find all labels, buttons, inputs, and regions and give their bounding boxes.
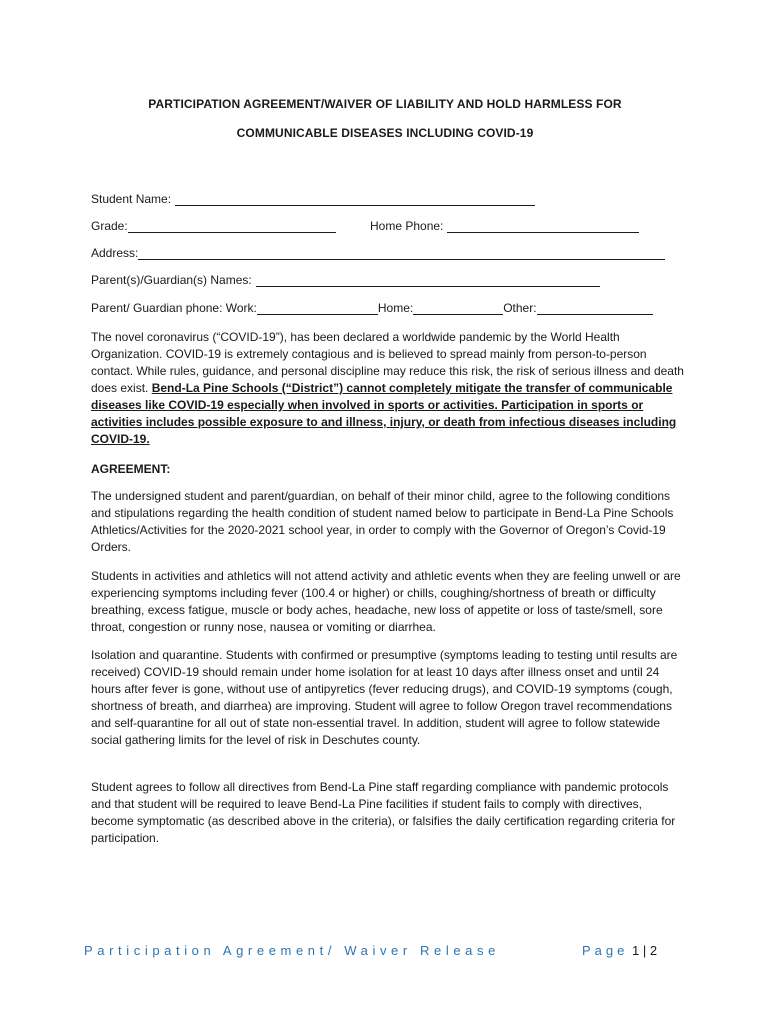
guardian-phone-work-field[interactable] (257, 303, 378, 315)
address-label: Address: (91, 246, 139, 260)
grade-row (91, 219, 336, 233)
student-name-field[interactable] (175, 194, 535, 206)
page-current: 1 (632, 943, 640, 958)
guardian-phone-other-field[interactable] (537, 303, 653, 315)
grade-field[interactable] (128, 221, 336, 233)
page-total: 2 (649, 943, 658, 958)
guardian-phone-home-field[interactable] (413, 303, 503, 315)
guardian-names-row (91, 273, 600, 287)
footer-title: Participation Agreement/ Waiver Release (84, 943, 500, 958)
home-phone-row (370, 219, 639, 233)
agreement-paragraph-2: Students in activities and athletics will not attend activity and athletic events when they are feeling unwell or are experiencing symptoms including fever (100.4 or higher) or chills, coughing/shortness of breath or difficulty breathing, excess fatigue, muscle or body aches, headache, new loss of appetite or loss of taste/smell, sore throat, congestion or runny nose, nausea or vomiting or diarrhea. (91, 569, 681, 634)
guardian-phone-other-label: Other: (503, 301, 537, 315)
guardian-phone-home-label: Home: (377, 301, 414, 315)
guardian-phone-row (91, 301, 653, 315)
agreement-paragraph-1: The undersigned student and parent/guardian, on behalf of their minor child, agree to the following conditions and stipulations regarding the health condition of student named below to participate in Bend-La Pine Schools Athletics/Activities for the 2020-2021 school year, in order to comply with the Governor of Oregon’s Covid-19 Orders. (91, 489, 674, 554)
grade-label: Grade: (91, 219, 128, 233)
document-title-line-2: COMMUNICABLE DISEASES INCLUDING COVID-19 (236, 126, 534, 140)
address-field[interactable] (138, 248, 665, 260)
intro-text: The novel coronavirus (“COVID-19”), has been declared a worldwide pandemic by the World Health Organization. COVID-19 is extremely contagious and is believed to spread mainly from person-to-person contact. While rules, guidance, and personal discipline may reduce this risk, the risk of serious illness and death does exist. (91, 330, 684, 395)
page-number (582, 943, 657, 958)
agreement-paragraph-3: Isolation and quarantine. Students with confirmed or presumptive (symptoms leading to testing until results are received) COVID-19 should remain under home isolation for at least 10 days after illness onset and until 24 hours after fever is gone, without use of antipyretics (fever reducing drugs), and COVID-19 symptoms (cough, shortness of breath, and diarrhea) are improving. Student will agree to follow Oregon travel recommendations and self-quarantine for all out of state non-essential travel. In addition, student will agree to follow statewide social gathering limits for the level of risk in Deschutes county. (91, 648, 678, 747)
home-phone-field[interactable] (447, 221, 639, 233)
student-name-label: Student Name: (91, 192, 172, 206)
page-label: Page (582, 943, 629, 958)
guardian-names-field[interactable] (256, 275, 600, 287)
intro-emphasis: Bend-La Pine Schools (“District”) cannot completely mitigate the transfer of communicable diseases like COVID-19 especially when involved in sports or activities. Participation in sports or activities includes possible exposure to and illness, injury, or death from infectious diseases including COVID-19. (91, 381, 677, 446)
guardian-names-label: Parent(s)/Guardian(s) Names: (91, 273, 252, 287)
student-name-row (91, 192, 535, 206)
guardian-phone-work-label: Parent/ Guardian phone: Work: (91, 301, 257, 315)
agreement-paragraph-4: Student agrees to follow all directives from Bend-La Pine staff regarding compliance with pandemic protocols and that student will be required to leave Bend-La Pine facilities if student fails to comply with directives, become symptomatic (as described above in the criteria), or falsifies the daily certification regarding criteria for participation. (91, 780, 676, 845)
agreement-heading: AGREEMENT: (91, 462, 171, 476)
document-title-line-1: PARTICIPATION AGREEMENT/WAIVER OF LIABILITY AND HOLD HARMLESS FOR (148, 97, 622, 111)
home-phone-label: Home Phone: (370, 219, 444, 233)
page-separator: | (642, 943, 647, 958)
intro-paragraph (91, 329, 687, 448)
address-row (91, 246, 665, 260)
